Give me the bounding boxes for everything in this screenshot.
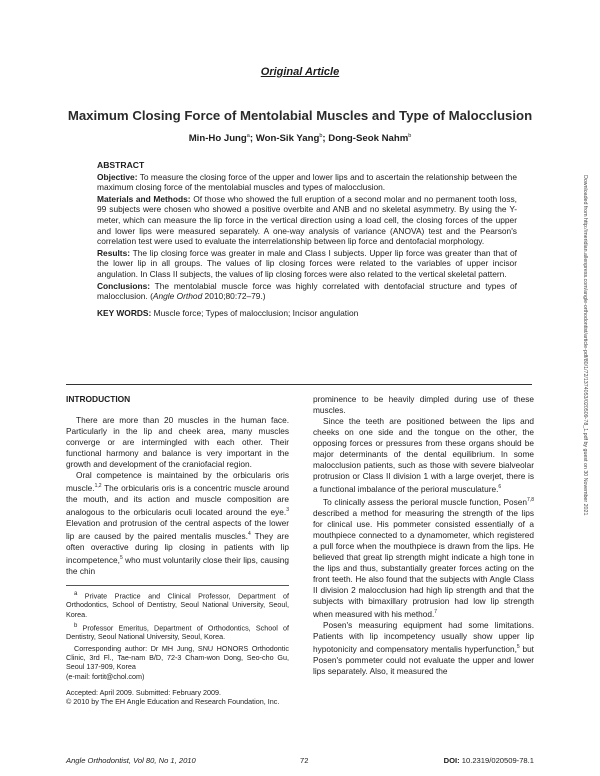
reference-mark: 5 — [119, 554, 123, 561]
accepted-date: Accepted: April 2009. Submitted: February 2009. — [66, 687, 222, 697]
reference-mark: 1,2 — [94, 483, 102, 490]
reference-mark: 6 — [498, 484, 502, 491]
footnote-divider — [66, 585, 289, 586]
reference-mark: 3 — [286, 507, 289, 514]
keywords — [97, 308, 517, 319]
right-p2-text: Since the teeth are positioned between the lips and cheeks on one side and the tongue on the other, the opposing forces or pressures from these organs should be major determinants of the dental equilibrium. In some malocclusion patients, such as those with severe bialveolar protrusion or Class II division 1 with a large overjet, there is a functional imbalance of the perioral musculature. — [313, 416, 534, 495]
objective-label: Objective: — [97, 171, 138, 182]
footnotes — [66, 585, 289, 709]
right-paragraph-2 — [313, 416, 534, 495]
journal-info: Angle Orthodontist, Vol 80, No 1, 2010 — [66, 756, 196, 765]
page-number: 72 — [300, 756, 309, 765]
author-separator: ; — [249, 133, 256, 145]
copyright: © 2010 by The EH Angle Education and Research Foundation, Inc. — [66, 696, 280, 706]
footnote-text: Professor Emeritus, Department of Orthodontics, School of Dentistry, Seoul National University, Seoul, Korea. — [66, 623, 289, 642]
abstract — [97, 160, 517, 319]
corresponding-text: Corresponding author: Dr MH Jung, SNU HONORS Orthodontic Clinic, 3rd Fl., Tae-nam B/D, 72-3 Cham-won Dong, Seo-cho Gu, Seoul 137-909, Korea — [66, 644, 289, 672]
right-p4-text: Posen's measuring equipment had some limitations. Patients with lip incompetency usually show upper lip hypotonicity and compensatory mentalis hyperfunction, — [313, 620, 534, 655]
right-column — [313, 394, 534, 677]
abstract-results — [97, 248, 517, 280]
objective-text: To measure the closing force of the upper and lower lips and to ascertain the relationship between the maximum closing force of the mentolabial muscles and types of malocclusion. — [97, 171, 517, 193]
results-label: Results: — [97, 247, 131, 258]
right-p3-text: described a method for measuring the strength of the lips for clinical use. His pommeter consisted essentially of a mouthpiece connected to a dynamometer, which registered a pull force when the mouthpiece is drawn from the lips. He believed that great lip strength might indicate a high tone in the lips and thus, substantially greater forces acting on the front teeth. He also found that the subjects with Angle Class II division 2 malocclusion had high lip strength and that the subjects with bimaxillary protrusion had low lip strength when measured with his method. — [313, 508, 534, 620]
footnote-text: Private Practice and Clinical Professor, Department of Orthodontics, School of Dentistry, Seoul National University, Seoul, Korea. — [66, 591, 289, 619]
right-paragraph-3 — [313, 495, 534, 620]
conclusions-label: Conclusions: — [97, 280, 151, 291]
right-p3-text: To clinically assess the perioral muscle function, Posen — [323, 496, 528, 507]
intro-paragraph-2 — [66, 470, 289, 576]
methods-label: Materials and Methods: — [97, 193, 191, 204]
right-p4-text: but Posen's pommeter could not evaluate the upper and lower lips separately. Also, it measured the — [313, 644, 534, 677]
reference-mark: 5 — [516, 644, 520, 651]
footnote-affiliation-b — [66, 622, 289, 642]
intro-p2-text: The orbicularis oris is a concentric muscle around the mouth, and its action and muscle composition are analogous to the orbicularis oculi located around the eye. — [66, 483, 289, 517]
section-label: Original Article — [260, 66, 340, 78]
author-separator: ; — [322, 133, 329, 145]
author-list — [0, 133, 600, 144]
author-name: Min-Ho Jung — [188, 133, 247, 145]
page-footer — [66, 756, 534, 768]
abstract-methods — [97, 194, 517, 247]
abstract-divider — [66, 384, 532, 385]
author-name: Dong-Seok Nahm — [328, 133, 409, 145]
results-text: The lip closing force was greater in male and Class I subjects. Upper lip force was greater than that of the lower lip in all groups. The values of lip closing forces were related to the variables of upper incisor angulation. In Class II subjects, the values of lip closing forces were also related to the vertical skeletal pattern. — [97, 247, 517, 279]
article-title: Maximum Closing Force of Mentolabial Muscles and Type of Malocclusion — [67, 108, 533, 123]
reference-mark: 4 — [247, 531, 251, 538]
footnote-mark: b — [74, 622, 78, 629]
reference-mark: 7 — [434, 609, 438, 616]
citation-rest: 2010;80:72–79.) — [202, 291, 266, 302]
author-name: Won-Sik Yang — [255, 133, 320, 145]
download-watermark: Downloaded from http://meridian.allenpress.com/angle-orthodontist/article-pdf/80/1/72/1374053/020509-78_1.pdf by guest on 30 November 2021 — [582, 175, 588, 516]
author-affiliation-mark: b — [408, 133, 412, 139]
keywords-label: KEY WORDS: — [97, 307, 152, 318]
dates-and-copyright — [66, 688, 289, 706]
citation-prefix: ( — [150, 291, 153, 302]
conclusions-text: The mentolabial muscle force was highly correlated with dentofacial structure and types of malocclusion. — [97, 280, 517, 302]
corresponding-email: (e-mail: fortit@chol.com) — [66, 671, 145, 681]
intro-p2-text: Elevation and protrusion of the central aspects of the lower lip are caused by the paired mentalis muscles. — [66, 518, 289, 541]
reference-mark: 7,8 — [527, 497, 534, 504]
keywords-text: Muscle force; Types of malocclusion; Incisor angulation — [153, 307, 359, 318]
citation-journal: Angle Orthod — [152, 291, 203, 302]
intro-paragraph-1: There are more than 20 muscles in the human face. Particularly in the lip and cheek area, many muscles converge or are intermingled with each other. Their functional harmony and balance is very important in the growth and development of the craniofacial region. — [66, 415, 289, 470]
doi-label: DOI: — [443, 756, 460, 765]
abstract-conclusions — [97, 281, 517, 302]
corresponding-author — [66, 644, 289, 680]
abstract-heading: ABSTRACT — [97, 160, 145, 170]
methods-text: Of those who showed the full eruption of a second molar and no permanent tooth loss, 99 subjects were chosen who showed a positive overbite and ANB and no skeletal asymmetry. By using the Y-meter, which can measure the lip force in the vertical direction using a load cell, the closing forces of the upper and lower lips were measured separately. A one-way analysis of variance (ANOVA) test and the Pearson's correlation test were used to evaluate the interrelationship between lip force and dentofacial morphology. — [97, 193, 518, 247]
right-paragraph-1: prominence to be heavily dimpled during use of these muscles. — [313, 394, 534, 416]
intro-p2-text: They are often overactive during lip closing in patients with lip incompetence, — [66, 530, 289, 565]
doi-value[interactable]: 10.2319/020509-78.1 — [459, 756, 534, 765]
left-column — [66, 394, 289, 577]
doi — [444, 756, 534, 765]
author-affiliation-mark: a — [246, 133, 250, 139]
intro-p2-text: Oral competence is maintained by the orbicularis oris muscle. — [66, 470, 289, 494]
author-affiliation-mark: b — [319, 133, 323, 139]
intro-heading: INTRODUCTION — [66, 394, 131, 404]
intro-p2-text: who must voluntarily close their lips, causing the chin — [66, 554, 289, 576]
right-paragraph-4 — [313, 620, 534, 677]
abstract-objective — [97, 172, 517, 193]
footnote-affiliation-a — [66, 590, 289, 619]
footnote-mark: a — [74, 591, 78, 597]
